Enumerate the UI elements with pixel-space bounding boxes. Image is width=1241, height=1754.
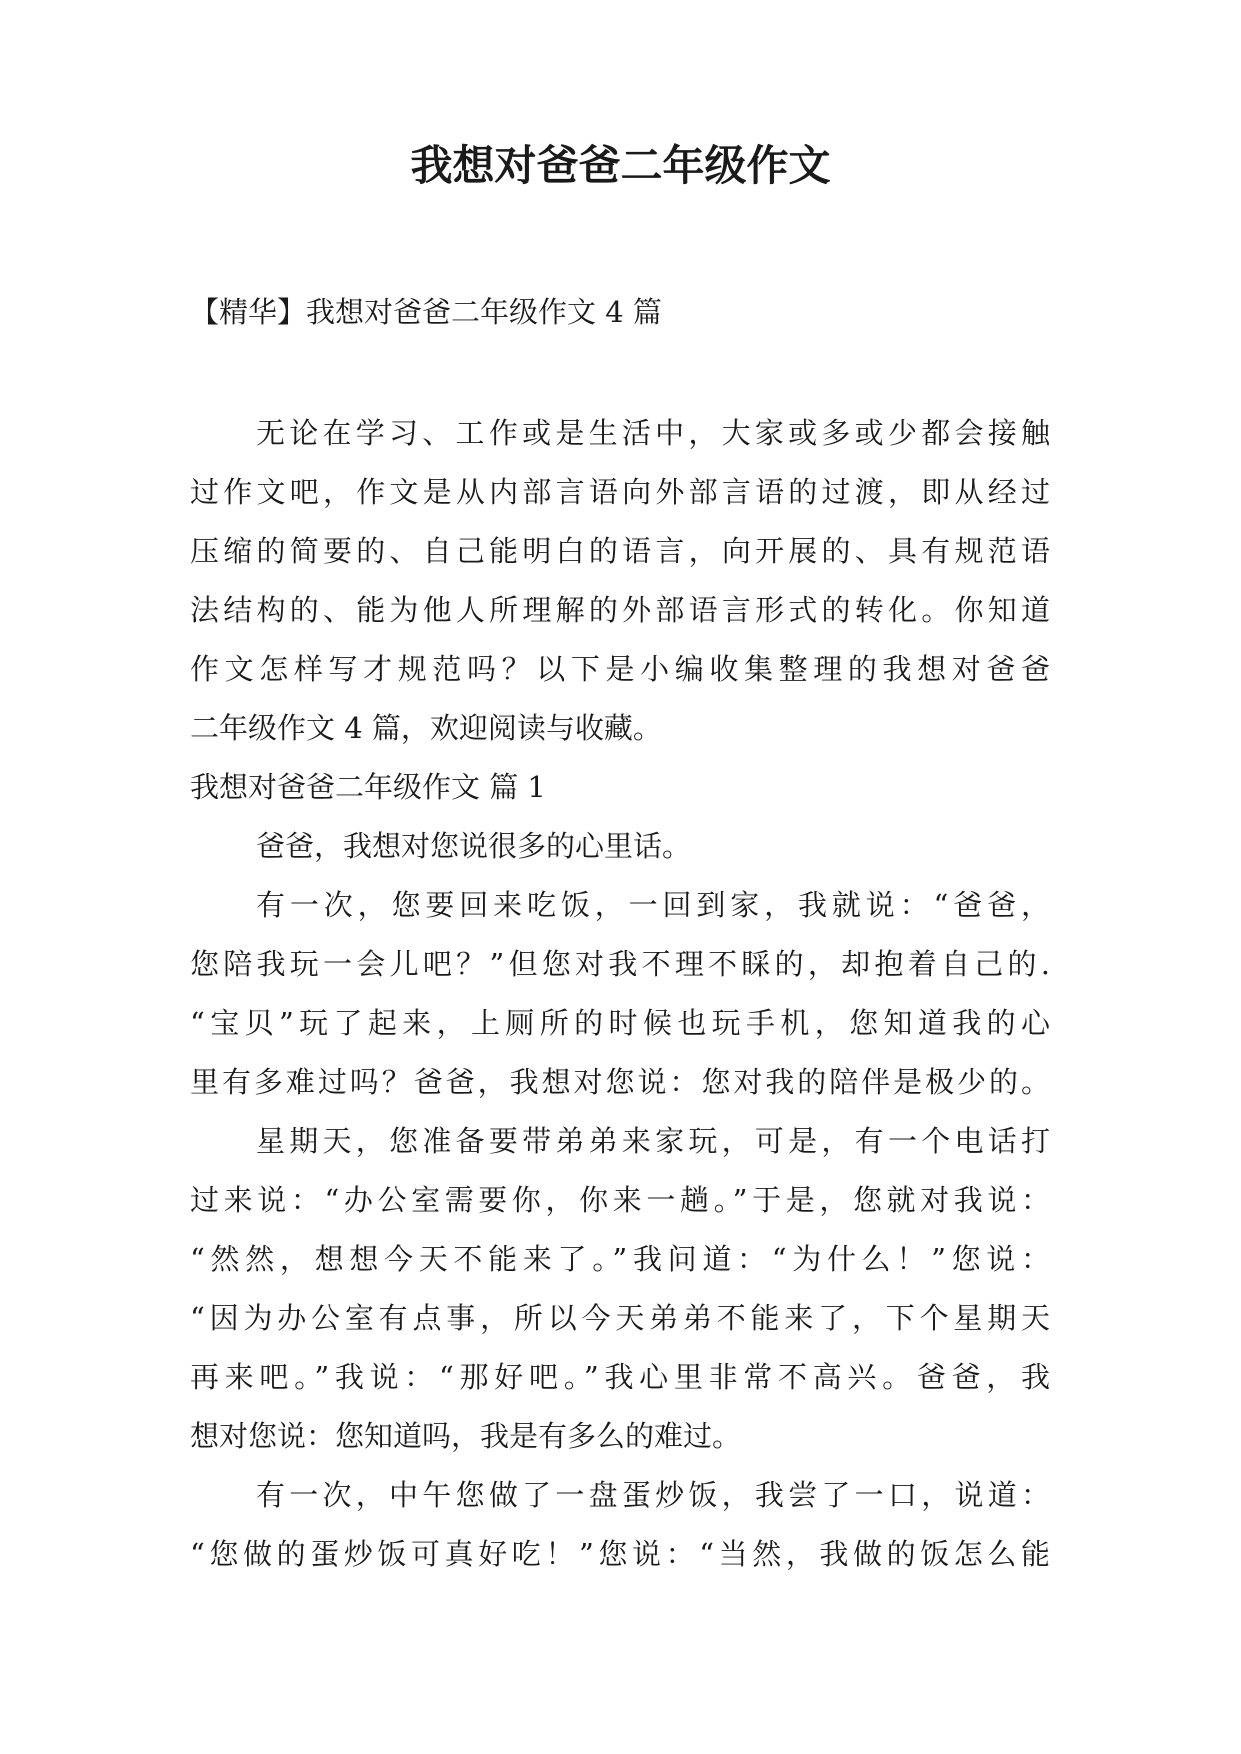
essay-line: 有一次，中午您做了一盘蛋炒饭，我尝了一口，说道： — [256, 1478, 1050, 1512]
intro-line: 法结构的、能为他人所理解的外部语言形式的转化。你知道 — [190, 593, 1050, 627]
intro-line: 过作文吧，作文是从内部言语向外部言语的过渡，即从经过 — [190, 475, 1050, 509]
intro-line: 二年级作文 4 篇，欢迎阅读与收藏。 — [190, 711, 662, 745]
essay-line: 爸爸，我想对您说很多的心里话。 — [256, 829, 692, 863]
essay-line: 里有多难过吗？爸爸，我想对您说：您对我的陪伴是极少的。 — [190, 1065, 1050, 1099]
intro-line: 作文怎样写才规范吗？以下是小编收集整理的我想对爸爸 — [190, 652, 1050, 686]
section-heading: 我想对爸爸二年级作文 篇 1 — [190, 770, 546, 804]
essay-line: “然然，想想今天不能来了。”我问道：“为什么！”您说： — [190, 1242, 1050, 1276]
essay-line: “您做的蛋炒饭可真好吃！”您说：“当然，我做的饭怎么能 — [190, 1537, 1050, 1571]
essay-line: 再来吧。”我说：“那好吧。”我心里非常不高兴。爸爸，我 — [190, 1360, 1050, 1394]
page-title: 我想对爸爸二年级作文 — [410, 141, 831, 190]
intro-line: 无论在学习、工作或是生活中，大家或多或少都会接触 — [256, 416, 1050, 450]
intro-line: 压缩的简要的、自己能明白的语言，向开展的、具有规范语 — [190, 534, 1050, 568]
essay-line: 星期天，您准备要带弟弟来家玩，可是，有一个电话打 — [256, 1124, 1050, 1158]
essay-line: 想对您说：您知道吗，我是有多么的难过。 — [190, 1419, 742, 1453]
essay-line: “宝贝”玩了起来，上厕所的时候也玩手机，您知道我的心 — [190, 1006, 1050, 1040]
essay-line: 您陪我玩一会儿吧？”但您对我不理不睬的，却抱着自己的. — [190, 947, 1050, 981]
essay-line: 有一次，您要回来吃饭，一回到家，我就说：“爸爸， — [256, 888, 1050, 922]
essay-line: “因为办公室有点事，所以今天弟弟不能来了，下个星期天 — [190, 1301, 1050, 1335]
essay-line: 过来说：“办公室需要你，你来一趟。”于是，您就对我说： — [190, 1183, 1050, 1217]
document-subtitle: 【精华】我想对爸爸二年级作文 4 篇 — [190, 295, 662, 329]
